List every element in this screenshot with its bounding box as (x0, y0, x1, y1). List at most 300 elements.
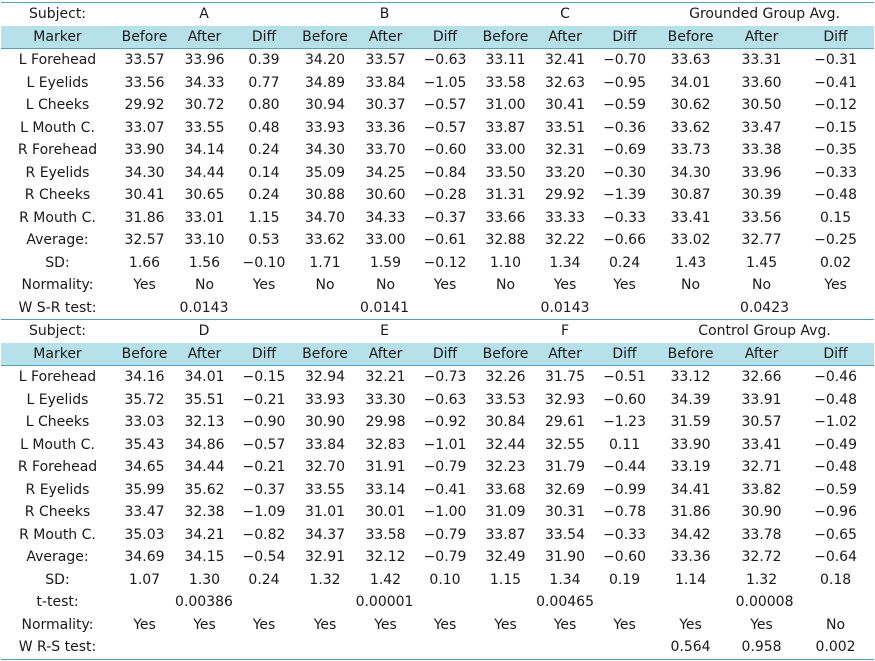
column-heading: After (536, 26, 594, 49)
row-label: R Mouth C. (19, 526, 96, 543)
column-heading: Diff (594, 343, 655, 366)
row-label: L Eyelids (26, 74, 89, 91)
row-label: R Forehead (17, 459, 98, 476)
table-cell: 31.59 (670, 414, 711, 431)
table-cell: 30.87 (670, 187, 711, 204)
table-cell: 32.77 (741, 232, 782, 249)
table-row (1, 546, 874, 569)
table-cell: −0.36 (603, 119, 646, 136)
table-cell: 0.02 (819, 254, 852, 271)
column-heading: Before (294, 26, 356, 49)
table-cell: 32.26 (485, 369, 526, 386)
table-cell: No (375, 277, 396, 294)
table-cell: 32.91 (304, 549, 346, 566)
subject-heading: Grounded Group Avg. (655, 3, 874, 26)
row-label: L Eyelids (26, 391, 89, 408)
table-row (1, 229, 874, 252)
table-cell: 33.14 (365, 481, 406, 498)
table-cell: −0.73 (423, 369, 467, 386)
table-cell: 30.62 (670, 97, 711, 114)
table-cell: 34.42 (670, 526, 711, 543)
table-cell: 34.41 (670, 481, 711, 498)
table-cell: −1.00 (423, 504, 467, 521)
table-cell: 0.19 (608, 571, 641, 588)
subject-heading: B (294, 3, 475, 26)
table-cell: 33.62 (304, 232, 346, 249)
table-cell: 31.90 (544, 549, 586, 566)
table-cell: 30.57 (741, 414, 782, 431)
table-cell: 1.30 (188, 571, 221, 588)
row-label: R Cheeks (24, 504, 91, 521)
table-cell: 32.63 (544, 74, 586, 91)
table-cell: 33.90 (670, 436, 711, 453)
table-cell: 34.89 (304, 74, 346, 91)
test-value: 0.00465 (536, 594, 594, 611)
table-cell: −0.25 (814, 232, 857, 249)
table-row (1, 569, 874, 592)
column-heading: After (175, 343, 234, 366)
table-cell: −1.01 (423, 436, 467, 453)
table-cell: −0.46 (814, 369, 857, 386)
table-cell: 1.10 (489, 254, 522, 271)
table-cell: Yes (252, 277, 276, 294)
table-cell: −0.28 (423, 187, 467, 204)
table-row (1, 389, 874, 412)
table-cell: −0.79 (423, 459, 467, 476)
table-cell: −0.48 (814, 391, 857, 408)
table-cell: 1.43 (674, 254, 707, 271)
table-cell: 0.10 (429, 571, 461, 588)
table-cell: Yes (494, 616, 517, 633)
stat-row (1, 636, 874, 659)
table-cell: 1.15 (248, 209, 280, 226)
marker-heading: Marker (1, 26, 114, 49)
table-cell: 0.958 (726, 636, 797, 659)
table-cell: 1.15 (489, 571, 522, 588)
table-cell: −0.82 (242, 526, 286, 543)
table-row (1, 434, 874, 457)
table-cell: −0.37 (423, 209, 467, 226)
subject-label: Subject: (1, 320, 114, 343)
row-label: W R-S test: (1, 636, 114, 659)
table-cell: 34.15 (184, 549, 225, 566)
table-cell: 30.65 (184, 187, 225, 204)
table-cell: −1.09 (242, 504, 286, 521)
table-cell: 32.66 (741, 369, 782, 386)
row-label: R Forehead (17, 142, 98, 159)
table-cell: 34.44 (184, 459, 225, 476)
table-cell: 33.96 (741, 164, 782, 181)
table-cell: 29.98 (365, 414, 406, 431)
table-cell: −0.79 (423, 549, 467, 566)
table-cell: Yes (679, 616, 702, 633)
table-cell: 34.33 (365, 209, 406, 226)
table-cell: 0.14 (248, 164, 280, 181)
table-cell: 32.49 (485, 549, 526, 566)
table-cell: 0.80 (248, 97, 280, 114)
table-cell: 31.86 (124, 209, 165, 226)
row-label: R Eyelids (25, 164, 90, 181)
table-cell: Yes (824, 277, 847, 294)
column-heading: Diff (415, 26, 475, 49)
table-cell: 33.84 (365, 74, 406, 91)
table-cell: 1.45 (745, 254, 778, 271)
table-cell: Yes (613, 616, 636, 633)
table-cell: −0.70 (603, 52, 646, 69)
test-value: 0.0141 (294, 297, 475, 320)
table-cell: 33.55 (184, 119, 225, 136)
column-heading: After (356, 26, 415, 49)
table-cell: −0.60 (603, 549, 646, 566)
table-cell: 32.13 (184, 414, 225, 431)
table-cell (475, 636, 536, 659)
table-row (1, 117, 874, 140)
table-cell: 34.16 (124, 369, 165, 386)
table-cell: 33.53 (485, 391, 526, 408)
row-label: L Forehead (18, 52, 97, 69)
table-cell: −0.79 (423, 526, 467, 543)
table-cell (536, 636, 594, 659)
table-cell: 33.07 (124, 119, 165, 136)
table-cell: 30.41 (544, 97, 586, 114)
table-cell: 31.31 (485, 187, 526, 204)
table-cell: 33.56 (124, 74, 165, 91)
column-heading: After (356, 343, 415, 366)
table-cell: 1.66 (128, 254, 161, 271)
column-heading: Diff (797, 343, 874, 366)
column-heading: Before (655, 26, 726, 49)
table-cell (415, 636, 475, 659)
table-row (1, 184, 874, 207)
table-cell: 34.44 (184, 164, 225, 181)
table-cell: 33.10 (184, 232, 225, 249)
row-label: Average: (26, 232, 89, 249)
table-cell: 1.71 (309, 254, 341, 271)
table-cell: 31.01 (304, 504, 346, 521)
table-cell: Yes (750, 616, 773, 633)
table-cell: 33.62 (670, 119, 711, 136)
table-cell: 35.09 (304, 164, 346, 181)
table-cell: 1.34 (549, 571, 581, 588)
table-cell: −0.21 (242, 459, 286, 476)
table-cell: 0.18 (819, 571, 852, 588)
table-cell: −0.37 (242, 481, 286, 498)
table-cell: 31.86 (670, 504, 711, 521)
table-cell: 33.38 (741, 142, 782, 159)
table-cell: 34.20 (304, 52, 346, 69)
table-cell: 32.22 (544, 232, 586, 249)
column-heading: After (726, 343, 797, 366)
row-label: R Cheeks (24, 187, 91, 204)
test-value: 0.00386 (175, 594, 233, 611)
table-cell: 34.33 (184, 74, 225, 91)
table-cell: −0.10 (242, 254, 286, 271)
table-row (1, 479, 874, 502)
table-cell: 32.88 (485, 232, 526, 249)
table-cell: 30.31 (544, 504, 586, 521)
table-cell: No (681, 277, 701, 294)
table-cell: 33.93 (304, 391, 346, 408)
table-row (1, 94, 874, 117)
table-cell: 33.54 (544, 526, 586, 543)
column-heading: After (536, 343, 594, 366)
table-cell: 33.84 (304, 436, 346, 453)
table-cell: 29.92 (544, 187, 586, 204)
table-cell: 32.93 (544, 391, 586, 408)
table-cell: Yes (193, 616, 216, 633)
table-cell: −0.57 (242, 436, 286, 453)
column-header-row (1, 26, 874, 49)
row-label: W S-R test: (1, 297, 114, 320)
table-cell: −1.39 (603, 187, 646, 204)
table-cell: −0.59 (814, 481, 857, 498)
table-cell: 1.32 (745, 571, 778, 588)
table-cell: 33.41 (670, 209, 711, 226)
table-cell: 0.24 (608, 254, 641, 271)
table-cell: 32.44 (485, 436, 526, 453)
table-cell: 35.03 (124, 526, 165, 543)
table-cell: −0.63 (423, 52, 467, 69)
table-cell: −0.54 (242, 549, 286, 566)
table-cell: Yes (613, 277, 636, 294)
table-cell: 0.53 (248, 232, 280, 249)
table-cell: 29.61 (544, 414, 586, 431)
table-cell: Yes (374, 616, 397, 633)
subject-header-row (1, 3, 874, 26)
table-cell: 33.51 (544, 119, 586, 136)
table-cell: 32.72 (741, 549, 782, 566)
table-cell: 34.86 (184, 436, 225, 453)
table-cell: 0.15 (819, 209, 852, 226)
table-cell: No (315, 277, 335, 294)
table-cell: 33.57 (365, 52, 406, 69)
table-cell: 32.12 (365, 549, 406, 566)
column-heading: After (726, 26, 797, 49)
table-cell: 35.72 (124, 391, 165, 408)
marker-heading: Marker (1, 343, 114, 366)
table-cell: 34.01 (184, 369, 225, 386)
table-cell: 33.58 (485, 74, 526, 91)
table-cell: 33.20 (544, 164, 586, 181)
column-heading: Before (114, 26, 175, 49)
table-cell: −0.65 (814, 526, 857, 543)
table-cell: Yes (433, 277, 457, 294)
table-cell: 33.03 (124, 414, 165, 431)
table-cell: 33.55 (304, 481, 346, 498)
table-row (1, 411, 874, 434)
subject-heading: E (294, 320, 475, 343)
table-cell: −0.69 (603, 142, 646, 159)
table-cell: 0.77 (248, 74, 280, 91)
table-cell: 33.41 (741, 436, 782, 453)
table-cell: 34.30 (670, 164, 711, 181)
table-cell: 30.37 (365, 97, 406, 114)
table-cell: 33.68 (485, 481, 526, 498)
row-label: Normality: (21, 616, 94, 633)
column-heading: Diff (234, 343, 294, 366)
table-cell: 32.38 (184, 504, 225, 521)
table-cell: 33.11 (485, 52, 526, 69)
table-cell: No (826, 616, 846, 633)
row-label: L Mouth C. (20, 436, 95, 453)
table-cell: Yes (133, 277, 156, 294)
table-cell: 35.51 (184, 391, 225, 408)
table-cell: 33.63 (670, 52, 711, 69)
table-cell: −0.90 (242, 414, 286, 431)
table-cell: 30.88 (304, 187, 346, 204)
table-cell: Yes (553, 277, 577, 294)
table-cell: 30.01 (365, 504, 406, 521)
subject-heading: F (475, 320, 655, 343)
table-cell: 33.78 (741, 526, 782, 543)
row-label: L Mouth C. (20, 119, 95, 136)
table-cell: 33.50 (485, 164, 526, 181)
table-cell: No (495, 277, 516, 294)
subject-label: Subject: (1, 3, 114, 26)
table-cell: 33.57 (124, 52, 165, 69)
table-cell: −0.41 (814, 74, 857, 91)
table-cell (294, 636, 356, 659)
table-cell: 33.73 (670, 142, 711, 159)
column-heading: Diff (415, 343, 475, 366)
test-value: 0.00008 (735, 594, 794, 611)
table-cell: 0.564 (655, 636, 726, 659)
table-cell: Yes (553, 616, 577, 633)
table-cell: 33.93 (304, 119, 346, 136)
table-cell: Yes (433, 616, 457, 633)
table-cell: 33.47 (124, 504, 165, 521)
table-cell: 0.39 (248, 52, 280, 69)
subject-heading: D (114, 320, 294, 343)
table-cell: Yes (133, 616, 156, 633)
table-cell (594, 636, 655, 659)
table-cell (175, 636, 234, 659)
table-cell: 32.23 (485, 459, 526, 476)
table-cell: 32.94 (304, 369, 346, 386)
table-cell: 1.59 (369, 254, 402, 271)
row-label: SD: (45, 254, 70, 271)
table-cell: 31.00 (485, 97, 526, 114)
table-cell: 31.09 (485, 504, 526, 521)
column-heading: Before (655, 343, 726, 366)
temperature-table (1, 2, 874, 660)
table-cell: −0.15 (242, 369, 286, 386)
table-cell: −0.12 (423, 254, 467, 271)
table-cell: 30.60 (365, 187, 406, 204)
table-cell: 30.72 (184, 97, 225, 114)
table-cell: −0.61 (423, 232, 467, 249)
subject-header-row (1, 320, 874, 343)
table-cell: −0.33 (603, 209, 646, 226)
table-row (1, 162, 874, 185)
table-cell: −0.59 (603, 97, 646, 114)
table-cell: 33.70 (365, 142, 406, 159)
table-cell: −0.21 (242, 391, 286, 408)
table-cell: 32.70 (304, 459, 346, 476)
table-cell: 34.30 (124, 164, 165, 181)
table-cell: No (194, 277, 215, 294)
table-cell: 0.48 (248, 119, 280, 136)
table-row (1, 456, 874, 479)
column-header-row (1, 343, 874, 366)
test-value: 0.00001 (355, 594, 414, 611)
table-cell: −0.57 (423, 97, 467, 114)
table-cell: 34.14 (184, 142, 225, 159)
table-cell: −0.66 (603, 232, 646, 249)
table-cell: 34.01 (670, 74, 711, 91)
row-label: Average: (26, 549, 89, 566)
table-cell: 32.69 (544, 481, 586, 498)
table-cell: −0.31 (814, 52, 857, 69)
table-cell: 33.36 (365, 119, 406, 136)
table-cell: 34.25 (365, 164, 406, 181)
test-value: 0.0143 (114, 297, 294, 320)
table-cell: 33.12 (670, 369, 711, 386)
table-cell: −0.48 (814, 459, 857, 476)
subject-heading: A (114, 3, 294, 26)
table-cell: 35.99 (124, 481, 165, 498)
table-cell: 1.14 (674, 571, 707, 588)
table-cell: 33.47 (741, 119, 782, 136)
stat-row (1, 297, 874, 320)
table-cell: −0.60 (423, 142, 467, 159)
table-cell (356, 636, 415, 659)
column-heading: Diff (797, 26, 874, 49)
table-cell: −0.12 (814, 97, 857, 114)
table-cell: 32.31 (544, 142, 586, 159)
table-cell: 33.90 (124, 142, 165, 159)
table-cell: 35.62 (184, 481, 225, 498)
table-cell: 33.30 (365, 391, 406, 408)
table-row (1, 524, 874, 547)
table-cell: No (752, 277, 772, 294)
table-cell: 0.24 (248, 142, 280, 159)
table-cell: 34.69 (124, 549, 165, 566)
table-cell: −0.41 (423, 481, 467, 498)
table-cell: 32.71 (741, 459, 782, 476)
table-cell: 32.41 (544, 52, 586, 69)
table-cell: 30.39 (741, 187, 782, 204)
table-cell (234, 636, 294, 659)
table-row (1, 207, 874, 230)
table-cell: −0.33 (814, 164, 857, 181)
table-cell: 33.56 (741, 209, 782, 226)
table-cell: 34.65 (124, 459, 165, 476)
row-label: L Cheeks (25, 414, 90, 431)
table-cell: 33.82 (741, 481, 782, 498)
table-row (1, 274, 874, 297)
table-cell: 1.07 (128, 571, 161, 588)
table-cell: 30.90 (304, 414, 346, 431)
table-cell: −0.33 (603, 526, 646, 543)
table-cell: 34.39 (670, 391, 711, 408)
table-cell: 33.91 (741, 391, 782, 408)
table-cell: 31.75 (544, 369, 586, 386)
table-cell: 0.24 (248, 187, 280, 204)
table-cell: 33.58 (365, 526, 406, 543)
table-cell: 0.11 (608, 436, 641, 453)
table-cell: −1.05 (423, 74, 467, 91)
table-cell: 29.92 (124, 97, 165, 114)
subject-heading: C (475, 3, 655, 26)
row-label: L Cheeks (25, 97, 90, 114)
table-cell: 35.43 (124, 436, 165, 453)
table-cell: −0.44 (603, 459, 646, 476)
table-cell: −0.84 (423, 164, 467, 181)
table-cell: 30.41 (124, 187, 165, 204)
table-cell: 34.70 (304, 209, 346, 226)
table-cell: 30.94 (304, 97, 346, 114)
